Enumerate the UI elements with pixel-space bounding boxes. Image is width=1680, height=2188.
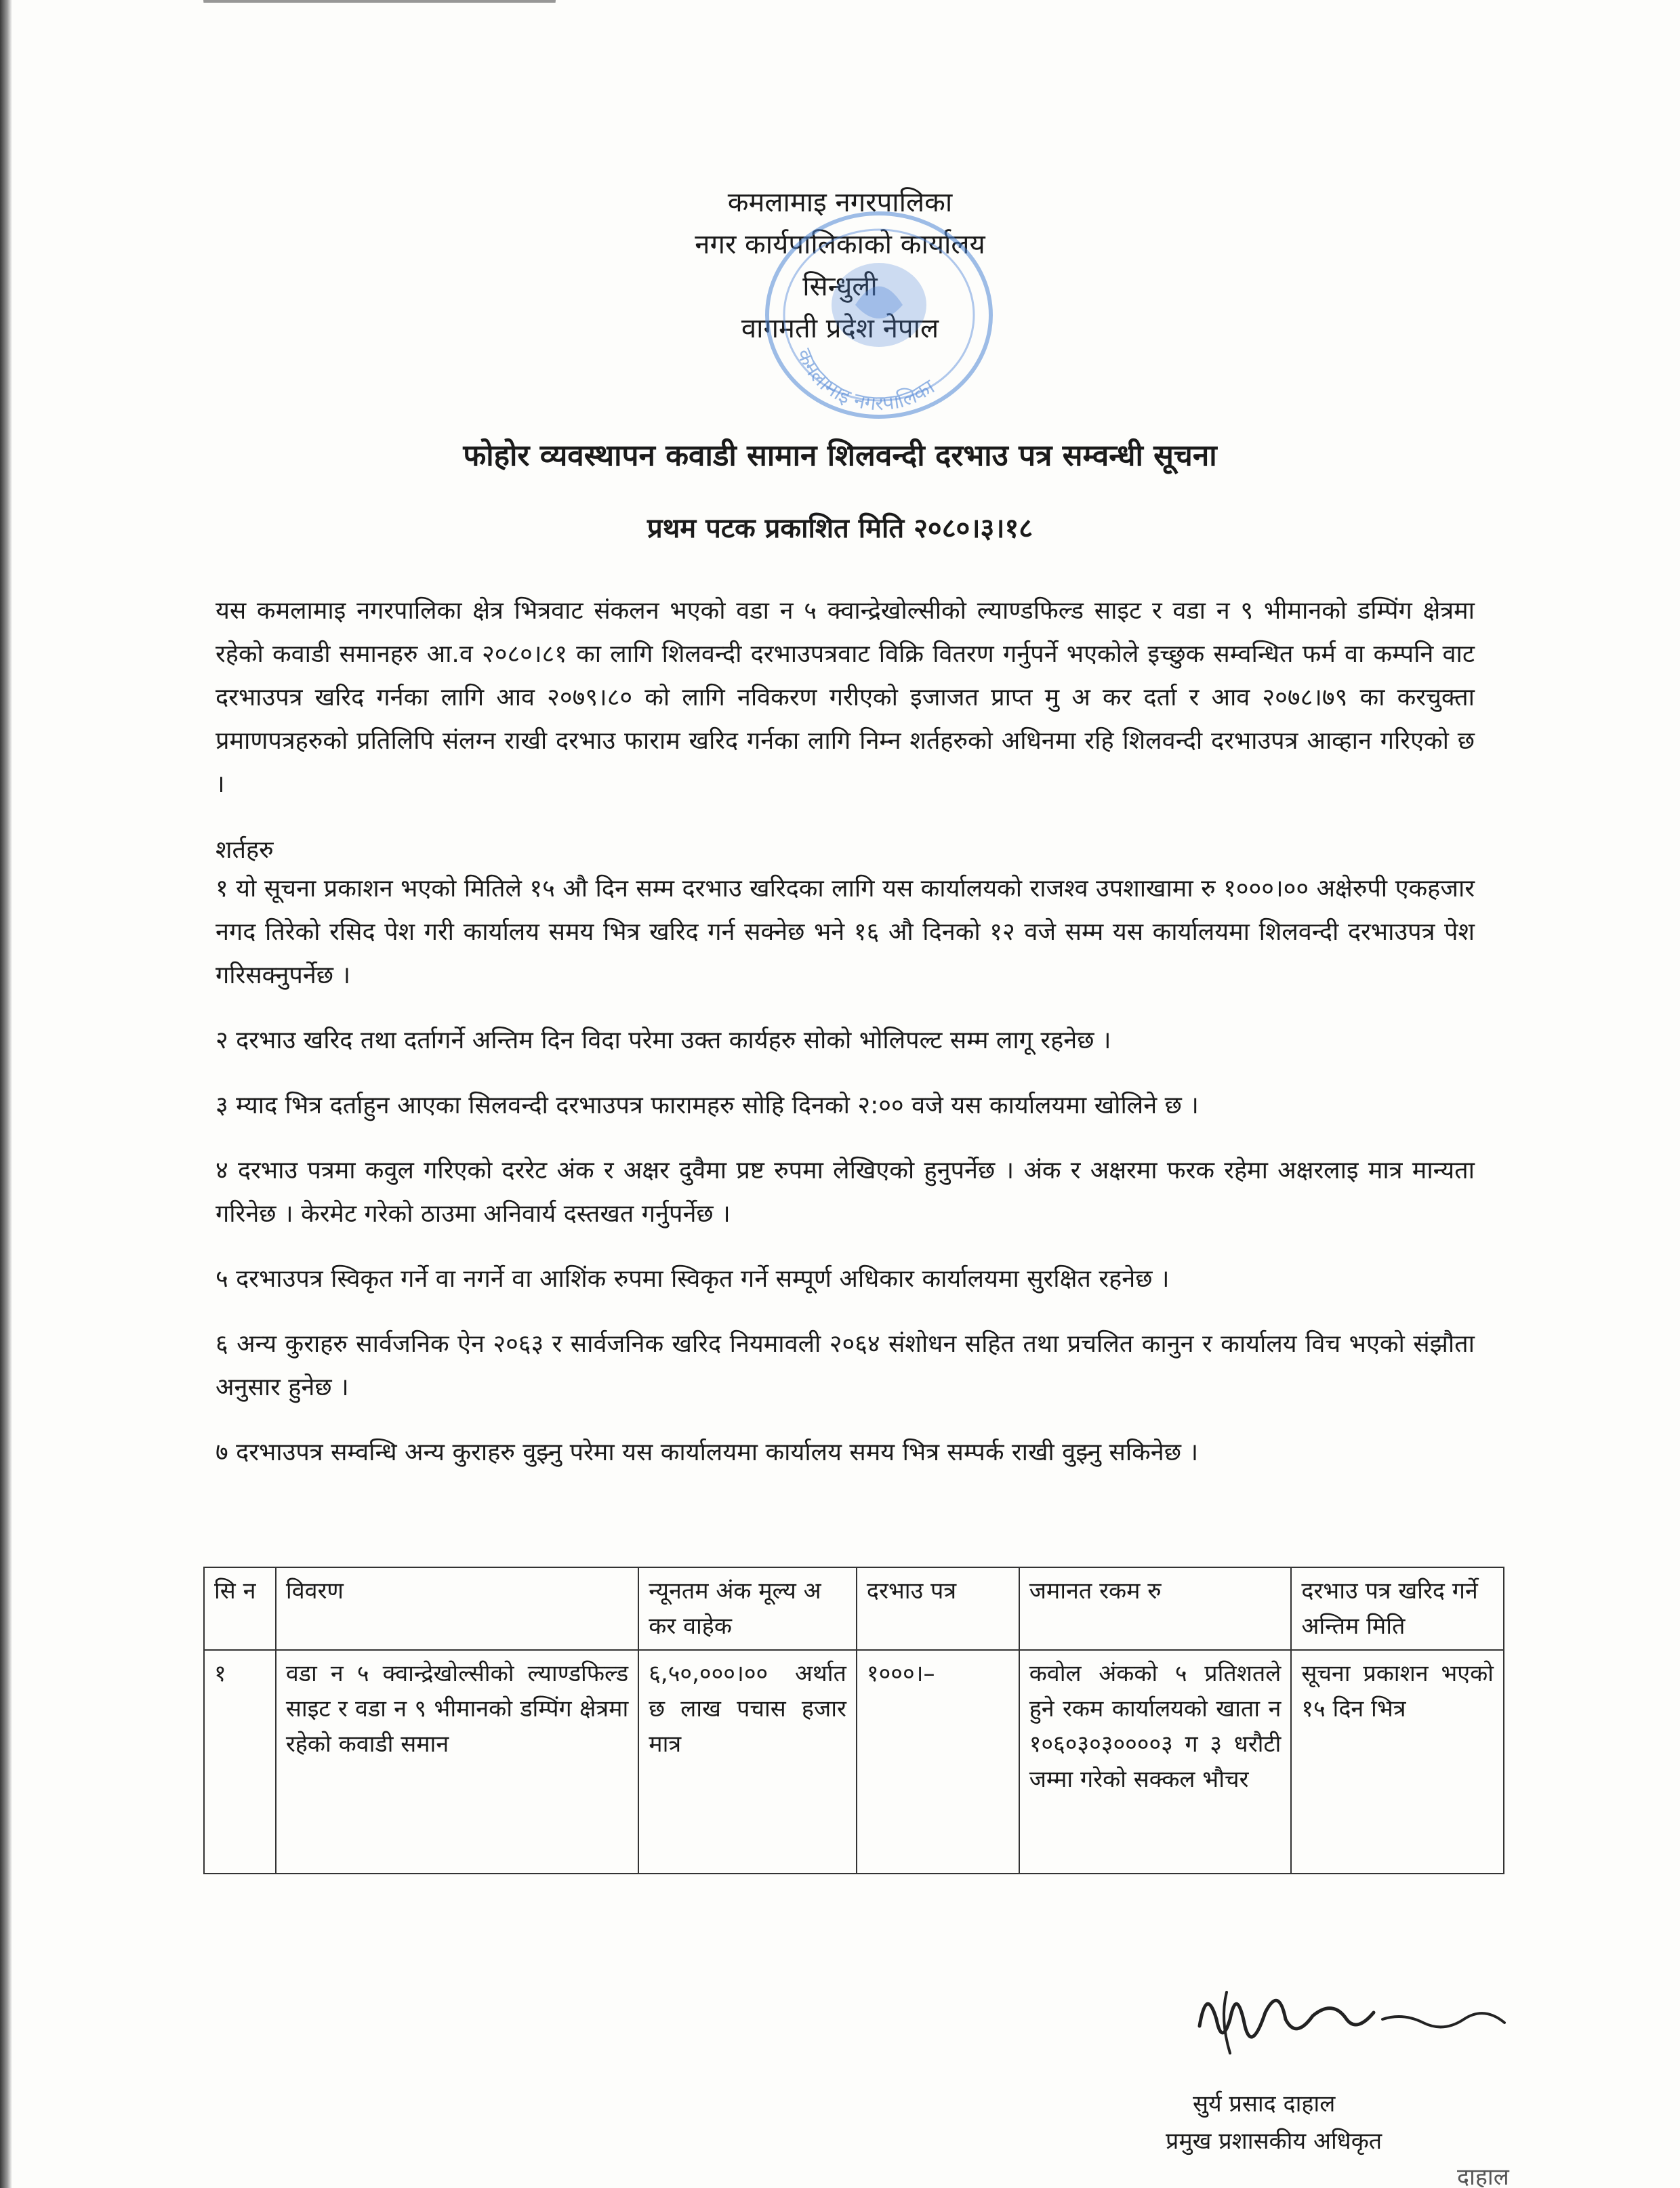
municipality-name: कमलामाइ नगरपालिका [727, 187, 953, 218]
table-header-row [204, 1567, 1504, 1650]
cell-description: वडा न ५ क्वान्द्रेखोल्सीको ल्याण्डफिल्ड साइट र वडा न ९ भीमानको डम्पिंग क्षेत्रमा रहेको कवाडी समान [276, 1650, 638, 1874]
header-minimum-price: न्यूनतम अंक मूल्य अ कर वाहेक [638, 1567, 857, 1650]
header-bid-form: दरभाउ पत्र [857, 1567, 1019, 1650]
district-name: सिन्धुली [802, 271, 878, 302]
office-seal-stamp [754, 203, 1004, 427]
header-deadline: दरभाउ पत्र खरिद गर्ने अन्तिम मिति [1291, 1567, 1504, 1650]
corner-stamp-fragment: दाहाल [1457, 2164, 1509, 2187]
svg-text:कमलामाइ नगरपालिका [792, 346, 939, 416]
handwritten-signature [1179, 1979, 1532, 2067]
condition-6: ६ अन्य कुराहरु सार्वजनिक ऐन २०६३ र सार्वजनिक खरिद नियमावली २०६४ संशोधन सहित तथा प्रचलित कानुन र कार्यालय विच भएको संझौता अनुसार हुनेछ । [216, 1330, 1475, 1401]
header-description: विवरण [276, 1567, 638, 1650]
condition-4: ४ दरभाउ पत्रमा कवुल गरिएको दररेट अंक र अक्षर दुवैमा प्रष्ट रुपमा लेखिएको हुनुपर्नेछ । अंक र अक्षरमा फरक रहेमा अक्षरलाइ मात्र मान्यता गरिनेछ । केरमेट गरेको ठाउमा अनिवार्य दस्तखत गर्नुपर्नेछ । [216, 1157, 1475, 1228]
province-name: वागमती प्रदेश नेपाल [741, 313, 939, 344]
cell-deposit: कवोल अंकको ५ प्रतिशतले हुने रकम कार्यालयको खाता न १०६०३०३००००३ ग ३ धरौटी जम्मा गरेको सक्कल भौचर [1019, 1650, 1292, 1874]
condition-1: १ यो सूचना प्रकाशन भएको मितिले १५ औ दिन सम्म दरभाउ खरिदका लागि यस कार्यालयको राजश्व उपशाखामा रु १०००।०० अक्षेरुपी एकहजार नगद तिरेको रसिद पेश गरी कार्यालय समय भित्र खरिद गर्न सक्नेछ भने १६ औ दिनको १२ वजे सम्म यस कार्यालयमा शिलवन्दी दरभाउपत्र पेश गरिसक्नुपर्नेछ । [216, 875, 1475, 989]
signatory-name: सुर्य प्रसाद दाहाल [1193, 2090, 1336, 2118]
condition-5: ५ दरभाउपत्र स्विकृत गर्ने वा नगर्ने वा आशिंक रुपमा स्विकृत गर्ने सम्पूर्ण अधिकार कार्यालयमा सुरक्षित रहनेछ । [216, 1265, 1170, 1293]
header-deposit: जमानत रकम रु [1019, 1567, 1292, 1650]
cell-deadline: सूचना प्रकाशन भएको १५ दिन भित्र [1291, 1650, 1504, 1874]
cell-minimum-price: ६,५०,०००।०० अर्थात छ लाख पचास हजार मात्र [638, 1650, 857, 1874]
scan-mark [203, 0, 556, 12]
intro-paragraph: यस कमलामाइ नगरपालिका क्षेत्र भित्रवाट संकलन भएको वडा न ५ क्वान्द्रेखोल्सीको ल्याण्डफिल्ड साइट र वडा न ९ भीमानको डम्पिंग क्षेत्रमा रहेको कवाडी समानहरु आ.व २०८०।८१ का लागि शिलवन्दी दरभाउपत्रवाट विक्रि वितरण गर्नुपर्ने भएकोले इच्छुक सम्वन्धित फर्म वा कम्पनि वाट दरभाउपत्र खरिद गर्नका लागि आव २०७९।८० को लागि नविकरण गरीएको इजाजत प्राप्त मु अ कर दर्ता र आव २०७८।७९ का करचुक्ता प्रमाणपत्रहरुको प्रतिलिपि संलग्न राखी दरभाउ फाराम खरिद गर्नका लागि निम्न शर्तहरुको अधिनमा रहि शिलवन्दी दरभाउपत्र आव्हान गरिएको छ । [216, 597, 1475, 798]
signatory-designation: प्रमुख प्रशासकीय अधिकृत [1166, 2128, 1382, 2155]
notice-body [216, 590, 1475, 1496]
condition-7: ७ दरभाउपत्र सम्वन्धि अन्य कुराहरु वुझ्नु परेमा यस कार्यालयमा कार्यालय समय भित्र सम्पर्क राखी वुझ्नु सकिनेछ । [216, 1439, 1199, 1466]
condition-3: ३ म्याद भित्र दर्ताहुन आएका सिलवन्दी दरभाउपत्र फारामहरु सोहि दिनको २:०० वजे यस कार्यालयमा खोलिने छ । [216, 1092, 1199, 1119]
notice-title: फोहोर व्यवस्थापन कवाडी सामान शिलवन्दी दरभाउ पत्र सम्वन्धी सूचना [463, 438, 1217, 473]
header-serial: सि न [204, 1567, 276, 1650]
publication-date: प्रथम पटक प्रकाशित मिति २०८०।३।१८ [647, 513, 1033, 544]
condition-2: २ दरभाउ खरिद तथा दर्तागर्ने अन्तिम दिन विदा परेमा उक्त कार्यहरु सोको भोलिपल्ट सम्म लागू रहनेछ । [216, 1027, 1111, 1054]
table-row [204, 1650, 1504, 1874]
conditions-heading: शर्तहरु [216, 836, 274, 864]
office-name: नगर कार्यपालिकाको कार्यालय [695, 229, 985, 260]
seal-text: कमलामाइ नगरपालिका [792, 345, 939, 416]
bid-details-table [203, 1567, 1504, 1874]
cell-bid-form-fee: १०००।– [857, 1650, 1019, 1874]
cell-serial: १ [204, 1650, 276, 1874]
